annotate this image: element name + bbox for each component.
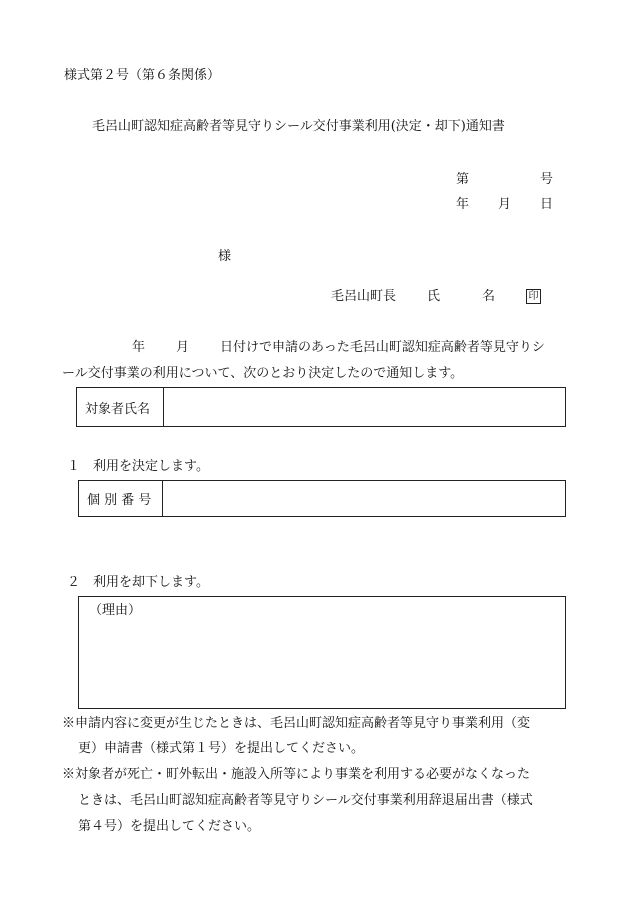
subject-name-label: 対象者氏名 <box>77 388 164 426</box>
individual-number-label: 個 別 番 号 <box>79 481 163 516</box>
intro-nen: 年 <box>132 340 146 355</box>
note2-line2: ときは、毛呂山町認知症高齢者等見守りシール交付事業利用辞退届出書（様式 <box>78 793 533 808</box>
individual-number-field[interactable] <box>163 481 565 516</box>
reason-label: （理由） <box>89 603 142 618</box>
subject-name-field[interactable] <box>164 388 565 426</box>
seal-mark <box>526 289 541 305</box>
header-dai: 第 <box>456 172 470 187</box>
intro-line2: ール交付事業の利用について、次のとおり決定したので通知します。 <box>62 366 464 381</box>
addressee-suffix: 様 <box>218 249 232 264</box>
reason-box[interactable] <box>78 596 566 709</box>
subject-name-row <box>76 387 566 427</box>
note2-line3: 第４号）を提出してください。 <box>78 819 261 834</box>
note1-line1: ※申請内容に変更が生じたときは、毛呂山町認知症高齢者等見守り事業利用（変 <box>62 716 531 731</box>
intro-gatsu: 月 <box>176 340 190 355</box>
issuer-title: 毛呂山町長 <box>331 289 397 304</box>
issuer-mei: 名 <box>482 289 496 304</box>
seal-stamp-box: 印 <box>526 289 541 304</box>
item1-heading: １ 利用を決定します。 <box>67 459 209 474</box>
document-title: 毛呂山町認知症高齢者等見守りシール交付事業利用(決定・却下)通知書 <box>92 119 505 134</box>
header-gou: 号 <box>540 172 554 187</box>
note2-line1: ※対象者が死亡・町外転出・施設入所等により事業を利用する必要がなくなった <box>62 767 531 782</box>
header-gatsu: 月 <box>498 197 512 212</box>
issuer-shi: 氏 <box>427 289 441 304</box>
header-nichi: 日 <box>540 197 554 212</box>
intro-line1: 日付けで申請のあった毛呂山町認知症高齢者等見守りシ <box>220 340 545 355</box>
individual-number-row <box>78 480 566 517</box>
form-number: 様式第２号（第６条関係） <box>64 68 221 83</box>
header-nen: 年 <box>456 197 470 212</box>
note1-line2: 更）申請書（様式第１号）を提出してください。 <box>78 741 365 756</box>
item2-heading: ２ 利用を却下します。 <box>67 575 209 590</box>
